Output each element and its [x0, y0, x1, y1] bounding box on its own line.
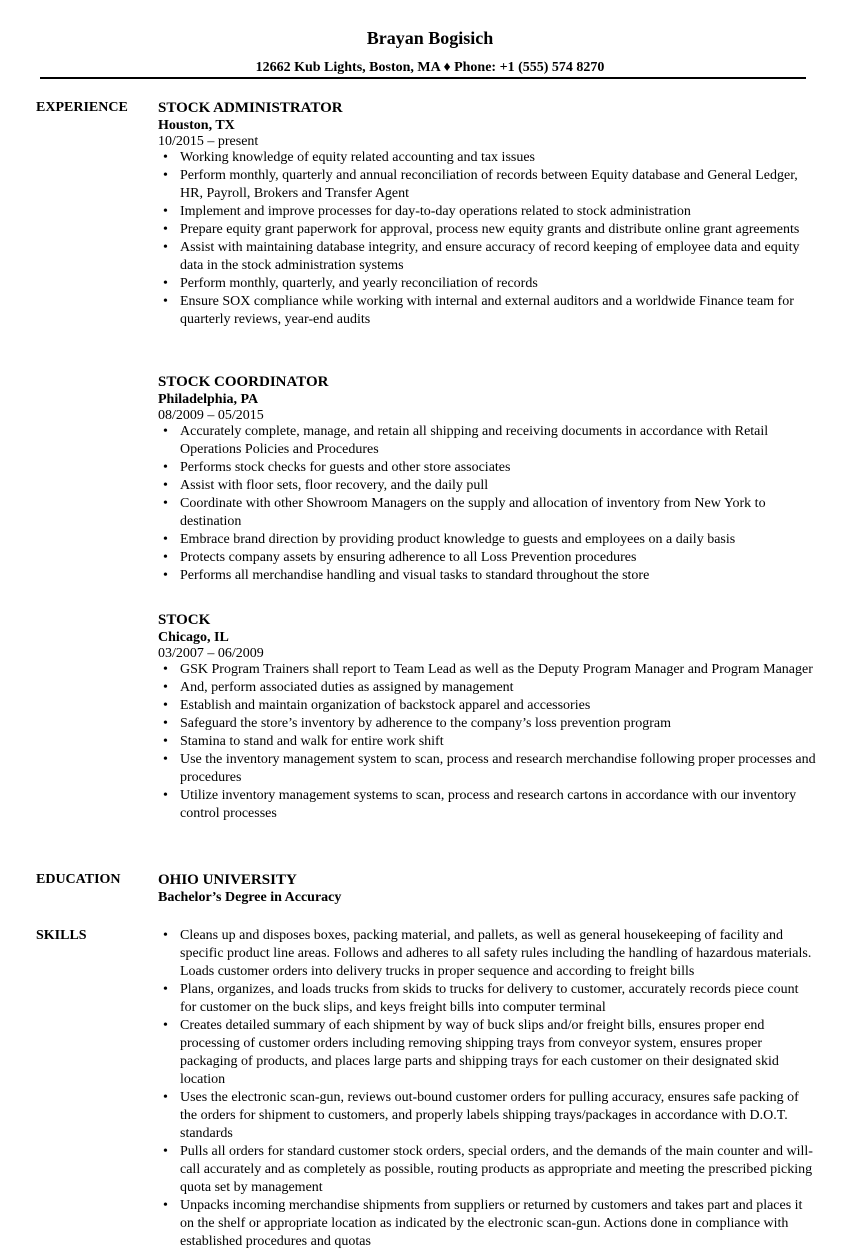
- list-item: • Stamina to stand and walk for entire work shift: [163, 734, 444, 749]
- list-item: • Perform monthly, quarterly, and yearly reconciliation of records: [163, 276, 538, 291]
- education-entry: [158, 871, 818, 907]
- list-item: • Establish and maintain organization of backstock apparel and accessories: [163, 698, 591, 713]
- list-item: • Assist with floor sets, floor recovery, and the daily pull: [163, 478, 489, 493]
- list-item: • Assist with maintaining database integrity, and ensure accuracy of record keeping of employee data and equity data in the stock administration systems: [163, 240, 800, 273]
- list-item: • Creates detailed summary of each shipment by way of buck slips and/or freight bills, ensures proper end processing of customer orders including removing shipping trays from conveyor system, ensures proper packaging of products, and places large parts and shipping trays for each customer on their designated skid location: [163, 1018, 779, 1087]
- list-item: • Cleans up and disposes boxes, packing material, and pallets, as well as general housekeeping of facility and specific product line areas. Follows and adheres to all safety rules including the handling of hazardous materials. Loads customer orders into delivery trucks in proper sequence and according to freight bills: [163, 928, 812, 979]
- job-dates: 10/2015 – present: [158, 134, 259, 149]
- list-item: • Plans, organizes, and loads trucks from skids to trucks for delivery to customer, accurately records piece count for customer on the buck slips, and keys freight bills into computer terminal: [163, 982, 799, 1015]
- job-entry: [158, 611, 818, 823]
- list-item: • Working knowledge of equity related accounting and tax issues: [163, 150, 535, 165]
- list-item: • Protects company assets by ensuring adherence to all Loss Prevention procedures: [163, 550, 637, 565]
- list-item: • Safeguard the store’s inventory by adherence to the company’s loss prevention program: [163, 716, 672, 731]
- header-divider: [40, 77, 806, 79]
- job-location: Houston, TX: [158, 118, 235, 133]
- skills-heading: SKILLS: [36, 928, 87, 943]
- list-item: • Perform monthly, quarterly and annual reconciliation of records between Equity database and General Ledger, HR, Payroll, Brokers and Transfer Agent: [163, 168, 798, 201]
- list-item: • Coordinate with other Showroom Managers on the supply and allocation of inventory from New York to destination: [163, 496, 766, 529]
- job-dates: 03/2007 – 06/2009: [158, 646, 264, 661]
- job-title: STOCK COORDINATOR: [158, 374, 329, 390]
- list-item: • Accurately complete, manage, and retain all shipping and receiving documents in accordance with Retail Operations Policies and Procedures: [163, 424, 769, 457]
- skills-entry: [158, 927, 818, 1251]
- job-bullet-list: [158, 423, 818, 585]
- list-item: • Implement and improve processes for day-to-day operations related to stock administration: [163, 204, 691, 219]
- list-item: • Performs stock checks for guests and other store associates: [163, 460, 511, 475]
- list-item: • GSK Program Trainers shall report to Team Lead as well as the Deputy Program Manager and Program Manager: [163, 662, 813, 677]
- job-location: Philadelphia, PA: [158, 392, 259, 407]
- job-bullet-list: [158, 661, 818, 823]
- job-title: STOCK: [158, 612, 211, 628]
- list-item: • Performs all merchandise handling and visual tasks to standard throughout the store: [163, 568, 650, 583]
- job-bullet-list: [158, 149, 818, 329]
- list-item: • And, perform associated duties as assigned by management: [163, 680, 514, 695]
- list-item: • Uses the electronic scan-gun, reviews out-bound customer orders for pulling accuracy, ensures safe packing of the orders for shipment to customers, and properly labels shipping trays/packages in accordance with D.O.T. standards: [163, 1090, 799, 1141]
- job-location: Chicago, IL: [158, 630, 229, 645]
- job-entry: [158, 373, 818, 585]
- experience-heading: EXPERIENCE: [36, 100, 128, 115]
- list-item: • Embrace brand direction by providing product knowledge to guests and employees on a daily basis: [163, 532, 736, 547]
- list-item: • Utilize inventory management systems to scan, process and research cartons in accordance with our inventory control processes: [163, 788, 797, 821]
- list-item: • Ensure SOX compliance while working with internal and external auditors and a worldwide Finance team for quarterly reviews, year-end audits: [163, 294, 794, 327]
- degree: Bachelor’s Degree in Accuracy: [158, 890, 342, 905]
- job-entry: [158, 99, 818, 329]
- list-item: • Unpacks incoming merchandise shipments from suppliers or returned by customers and takes part and places it on the shelf or appropriate location as indicated by the electronic scan-gun. Actions done in compliance with established procedures and quotas: [163, 1198, 803, 1249]
- skills-bullet-list: [158, 927, 818, 1251]
- contact-line: 12662 Kub Lights, Boston, MA ♦ Phone: +1 (555) 574 8270: [255, 60, 605, 75]
- education-heading: EDUCATION: [36, 872, 121, 887]
- job-title: STOCK ADMINISTRATOR: [158, 100, 343, 116]
- list-item: • Pulls all orders for standard customer stock orders, special orders, and the demands of the main counter and will-call accurately and as completely as possible, routing products as appropriate and meeting the prescribed picking quota set by management: [163, 1144, 813, 1195]
- list-item: • Prepare equity grant paperwork for approval, process new equity grants and distribute online grant agreements: [163, 222, 800, 237]
- list-item: • Use the inventory management system to scan, process and research merchandise following proper processes and procedures: [163, 752, 816, 785]
- resume-name: Brayan Bogisich: [366, 28, 494, 48]
- school-name: OHIO UNIVERSITY: [158, 872, 297, 888]
- job-dates: 08/2009 – 05/2015: [158, 408, 264, 423]
